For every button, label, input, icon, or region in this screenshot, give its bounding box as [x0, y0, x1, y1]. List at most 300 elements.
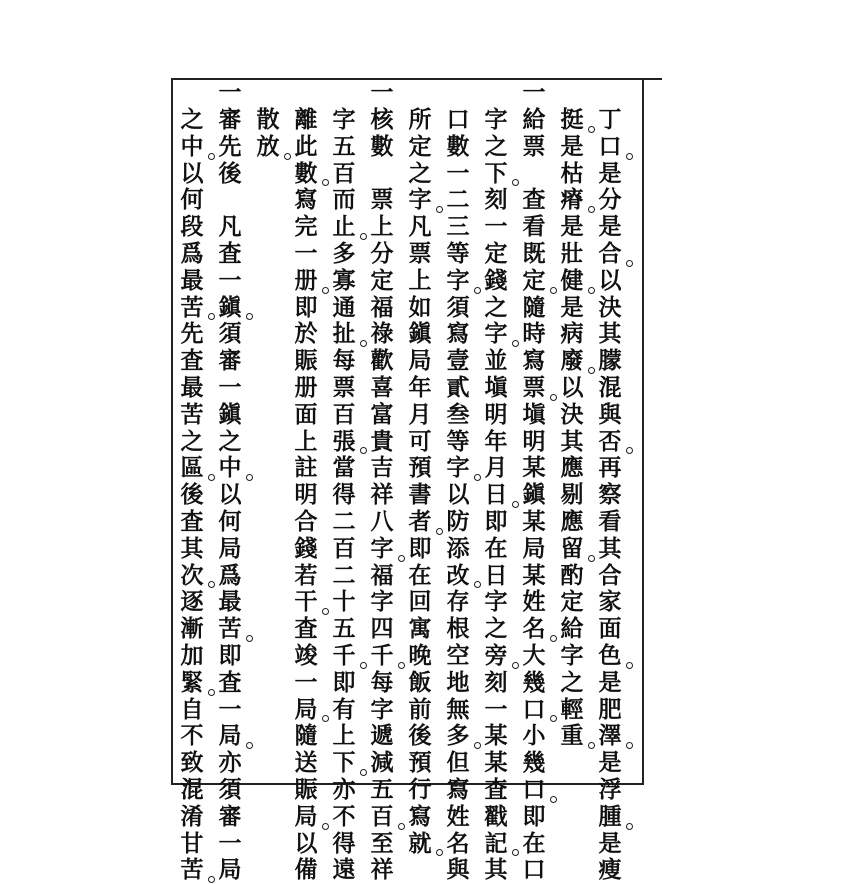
character: 可 [408, 427, 432, 455]
character: 散 [256, 106, 280, 133]
character: 丁 [598, 106, 622, 133]
character: 一 [218, 695, 242, 723]
character: 澤 [594, 723, 626, 750]
character: 凡 [218, 213, 242, 241]
character: 離 [294, 106, 318, 133]
character: 査 [180, 347, 204, 375]
character: 通 [332, 293, 356, 321]
character: 吉 [370, 454, 394, 482]
character: 局 [218, 534, 242, 562]
character: 瘠 [556, 187, 588, 214]
character: 福 [370, 293, 394, 321]
character: 先 [180, 320, 204, 348]
character: 年 [408, 373, 432, 401]
character: 以 [560, 373, 584, 401]
character: 百 [332, 400, 356, 428]
character: 年 [484, 427, 508, 455]
character: 苦 [180, 400, 204, 428]
character: 鎭 [218, 400, 242, 428]
character: 下 [480, 161, 512, 188]
character: 瘦 [598, 856, 622, 884]
character: 上 [408, 266, 432, 294]
character: 票 [522, 132, 546, 160]
character: 審 [218, 106, 242, 133]
character: 等 [446, 427, 470, 455]
character: 即 [332, 668, 356, 696]
character: 改 [442, 563, 474, 590]
column-text [442, 107, 474, 884]
character: 多 [332, 239, 356, 267]
column-text [480, 107, 512, 884]
character: 者 [404, 509, 436, 536]
character: 福 [370, 561, 394, 589]
character: 浮 [598, 775, 622, 803]
character: 即 [294, 293, 318, 321]
character: 等 [446, 239, 470, 267]
character: 字 [484, 106, 508, 133]
character: 口 [518, 777, 550, 804]
character: 某 [484, 722, 508, 750]
character: 寫 [446, 320, 470, 348]
character: 百 [332, 534, 356, 562]
character: 以 [180, 159, 204, 187]
character: 口 [522, 856, 546, 884]
character: 明 [484, 400, 508, 428]
character: 賑 [294, 347, 318, 375]
character: 百 [332, 159, 356, 187]
character: 其 [180, 534, 204, 562]
character: 某 [522, 454, 546, 482]
character: 祥 [370, 856, 394, 884]
character: 防 [446, 507, 470, 535]
character: 日 [484, 561, 508, 589]
character: 應 [560, 454, 584, 482]
column-text [404, 107, 436, 857]
character: 錢 [294, 534, 318, 562]
character: 與 [598, 400, 622, 428]
column-text [518, 107, 550, 884]
character: 核 [370, 106, 394, 133]
character: 面 [294, 400, 318, 428]
character: 二 [332, 561, 356, 589]
character: 寫 [446, 775, 470, 803]
character: 錢 [484, 266, 508, 294]
character: 致 [180, 749, 204, 777]
character: 是 [598, 749, 622, 777]
text-column [214, 80, 246, 884]
character: 留 [556, 536, 588, 563]
character: 以 [294, 829, 318, 857]
character: 前 [408, 695, 432, 723]
character: 中 [176, 134, 208, 161]
character: 壹 [446, 347, 470, 375]
character: 月 [484, 454, 508, 482]
character: 口 [594, 134, 626, 161]
character: 字 [366, 536, 398, 563]
character: 其 [484, 856, 508, 884]
character: 得 [332, 481, 356, 509]
text-column [328, 107, 360, 884]
character: 册 [290, 268, 322, 295]
character: 之 [484, 615, 508, 643]
character: 於 [294, 320, 318, 348]
character: 二 [446, 186, 470, 214]
character: 寫 [294, 186, 318, 214]
character: 姓 [522, 588, 546, 616]
character: 決 [560, 400, 584, 428]
character: 票 [408, 239, 432, 267]
character: 飯 [408, 668, 432, 696]
character: 隨 [522, 293, 546, 321]
character: 局 [290, 804, 322, 831]
character: 明 [294, 481, 318, 509]
character: 多 [442, 723, 474, 750]
character: 字 [484, 588, 508, 616]
character: 叁 [446, 400, 470, 428]
character: 遠 [332, 856, 356, 884]
character: 並 [484, 347, 508, 375]
character: 之 [408, 159, 432, 187]
character: 票 [332, 373, 356, 401]
column-text [594, 107, 626, 884]
character: 止 [328, 214, 360, 241]
character: 剔 [560, 481, 584, 509]
character: 口 [446, 106, 470, 133]
character: 看 [522, 213, 546, 241]
character: 字 [370, 695, 394, 723]
character: 其 [560, 427, 584, 455]
character: 干 [290, 589, 322, 616]
character: 鎭 [214, 295, 246, 322]
character: 看 [598, 507, 622, 535]
character: 一 [484, 695, 508, 723]
character: 備 [294, 856, 318, 884]
character: 後 [180, 481, 204, 509]
character: 一 [484, 213, 508, 241]
column-text [214, 107, 246, 884]
character: 添 [446, 534, 470, 562]
character: 何 [180, 186, 204, 214]
column-text [252, 107, 284, 161]
character: 局 [408, 347, 432, 375]
character: 時 [522, 320, 546, 348]
character: 册 [294, 373, 318, 401]
character: 每 [332, 347, 356, 375]
character: 書 [408, 481, 432, 509]
character: 鎭 [522, 481, 546, 509]
column-text [176, 107, 208, 884]
text-column [176, 107, 208, 884]
text-column [366, 80, 398, 884]
character: 病 [560, 320, 584, 348]
character: 合 [594, 241, 626, 268]
character: 在 [408, 561, 432, 589]
character: 喜 [370, 373, 394, 401]
character: 苦 [176, 857, 208, 884]
text-column [252, 107, 284, 161]
character: 一 [294, 239, 318, 267]
character: 至 [370, 829, 394, 857]
character: 放 [252, 134, 284, 161]
character: 爲 [218, 561, 242, 589]
character: 健 [556, 268, 588, 295]
character: 小 [522, 722, 546, 750]
character: 字 [480, 321, 512, 348]
character: 姓 [446, 802, 470, 830]
character: 凡 [408, 213, 432, 241]
character: 一 [218, 266, 242, 294]
character: 之 [484, 293, 508, 321]
character: 之 [180, 106, 204, 133]
character: 是 [598, 829, 622, 857]
character: 名 [446, 829, 470, 857]
character: 一 [294, 668, 318, 696]
character: 送 [294, 749, 318, 777]
character: 審 [218, 802, 242, 830]
character: 混 [598, 373, 622, 401]
character: 有 [332, 695, 356, 723]
character: 局 [522, 534, 546, 562]
character: 次 [176, 563, 208, 590]
character: 五 [332, 132, 356, 160]
character: 幾 [522, 668, 546, 696]
column-text [556, 107, 588, 750]
character: 一 [446, 159, 470, 187]
character: 隨 [294, 722, 318, 750]
character: 決 [598, 293, 622, 321]
character: 即 [522, 802, 546, 830]
character: 存 [446, 588, 470, 616]
character: 字 [560, 641, 584, 669]
character: 明 [522, 427, 546, 455]
character: 日 [480, 482, 512, 509]
character: 之 [560, 668, 584, 696]
character: 大 [522, 641, 546, 669]
character: 鎭 [408, 320, 432, 348]
character: 逐 [180, 588, 204, 616]
character: 區 [176, 455, 208, 482]
character: 之 [180, 427, 204, 455]
character: 遞 [370, 722, 394, 750]
character: 完 [294, 213, 318, 241]
character: 寫 [522, 347, 546, 375]
character: 即 [484, 507, 508, 535]
character: 當 [332, 454, 356, 482]
character: 定 [560, 588, 584, 616]
character: 某 [522, 561, 546, 589]
character: 不 [180, 722, 204, 750]
character: 行 [408, 775, 432, 803]
item-marker: 一 [370, 80, 394, 107]
character: 塡 [484, 373, 508, 401]
character: 晚 [408, 641, 432, 669]
character: 上 [294, 427, 318, 455]
character: 其 [598, 320, 622, 348]
character: 名 [518, 616, 550, 643]
character: 須 [218, 320, 242, 348]
character: 之 [484, 132, 508, 160]
character: 定 [518, 268, 550, 295]
character: 回 [408, 588, 432, 616]
character: 每 [370, 668, 394, 696]
column-text [290, 107, 322, 884]
page-border-right [642, 78, 644, 785]
character: 與 [446, 856, 470, 884]
character: 是 [598, 159, 622, 187]
character: 月 [408, 400, 432, 428]
character: 査 [484, 775, 508, 803]
character: 賑 [294, 775, 318, 803]
character: 如 [408, 293, 432, 321]
character: 但 [446, 749, 470, 777]
character: 甘 [180, 829, 204, 857]
character: 歡 [370, 347, 394, 375]
character [214, 187, 246, 214]
character: 塡 [522, 400, 546, 428]
character: 五 [332, 615, 356, 643]
character: 段 [180, 213, 204, 241]
character: 輕 [560, 695, 584, 723]
character: 局 [214, 723, 246, 750]
character: 査 [218, 239, 242, 267]
character: 漸 [180, 615, 204, 643]
character: 百 [366, 804, 398, 831]
character: 不 [332, 802, 356, 830]
character: 定 [408, 132, 432, 160]
character: 肥 [598, 695, 622, 723]
character: 是 [598, 668, 622, 696]
character: 其 [598, 534, 622, 562]
character: 定 [370, 266, 394, 294]
character: 緊 [176, 670, 208, 697]
character: 戳 [484, 802, 508, 830]
character: 記 [480, 831, 512, 858]
character: 家 [598, 588, 622, 616]
character: 註 [294, 454, 318, 482]
character: 十 [332, 588, 356, 616]
character: 數 [290, 161, 322, 188]
character: 定 [484, 239, 508, 267]
character: 二 [332, 507, 356, 535]
character: 枯 [560, 159, 584, 187]
character: 祿 [370, 320, 394, 348]
character: 中 [214, 455, 246, 482]
character: 三 [446, 213, 470, 241]
character: 應 [560, 507, 584, 535]
character: 最 [180, 266, 204, 294]
character: 査 [294, 615, 318, 643]
character: 重 [556, 723, 588, 750]
character: 得 [332, 829, 356, 857]
character: 減 [370, 749, 394, 777]
character: 局 [290, 697, 322, 724]
character: 先 [218, 132, 242, 160]
character: 貳 [446, 373, 470, 401]
character [366, 161, 398, 188]
character: 以 [218, 481, 242, 509]
character: 幾 [522, 749, 546, 777]
character [518, 161, 550, 188]
character: 加 [180, 641, 204, 669]
character: 富 [370, 400, 394, 428]
character: 地 [446, 668, 470, 696]
character: 就 [404, 831, 436, 858]
character: 以 [446, 481, 470, 509]
page-border-left [171, 78, 173, 785]
character: 苦 [176, 295, 208, 322]
character: 分 [598, 186, 622, 214]
character: 預 [408, 454, 432, 482]
character: 若 [294, 561, 318, 589]
character: 千 [366, 643, 398, 670]
character: 張 [328, 429, 360, 456]
character: 上 [370, 213, 394, 241]
character: 挺 [556, 107, 588, 134]
text-column [556, 107, 588, 750]
character: 貴 [370, 427, 394, 455]
character: 之 [218, 427, 242, 455]
character: 合 [294, 507, 318, 535]
character: 最 [180, 373, 204, 401]
character: 須 [446, 293, 470, 321]
character: 八 [370, 507, 394, 535]
character: 爲 [180, 239, 204, 267]
character: 刻 [484, 186, 508, 214]
character: 祥 [370, 481, 394, 509]
character: 察 [598, 481, 622, 509]
character: 給 [522, 106, 546, 133]
character: 口 [518, 697, 550, 724]
column-text [366, 107, 398, 884]
text-column [290, 107, 322, 884]
character: 一 [218, 373, 242, 401]
character: 旁 [480, 643, 512, 670]
character: 査 [180, 507, 204, 535]
character: 字 [404, 187, 436, 214]
character: 朦 [598, 347, 622, 375]
character: 審 [218, 347, 242, 375]
character: 給 [560, 615, 584, 643]
character: 分 [370, 239, 394, 267]
character: 以 [598, 266, 622, 294]
character: 根 [446, 615, 470, 643]
character: 字 [370, 588, 394, 616]
character: 某 [484, 749, 508, 777]
character: 是 [560, 213, 584, 241]
character: 既 [522, 239, 546, 267]
character: 局 [218, 856, 242, 884]
character: 字 [332, 106, 356, 133]
character: 上 [332, 722, 356, 750]
character: 空 [446, 641, 470, 669]
character: 寓 [408, 615, 432, 643]
character: 寫 [408, 802, 432, 830]
character: 苦 [214, 616, 246, 643]
text-column [518, 80, 550, 884]
character: 査 [218, 668, 242, 696]
character: 淆 [180, 802, 204, 830]
character: 此 [294, 132, 318, 160]
character: 四 [370, 615, 394, 643]
character: 字 [442, 268, 474, 295]
character: 票 [370, 186, 394, 214]
character: 即 [218, 641, 242, 669]
character: 竣 [294, 641, 318, 669]
text-column [442, 107, 474, 884]
character: 數 [446, 132, 470, 160]
character: 字 [442, 455, 474, 482]
character: 後 [408, 722, 432, 750]
